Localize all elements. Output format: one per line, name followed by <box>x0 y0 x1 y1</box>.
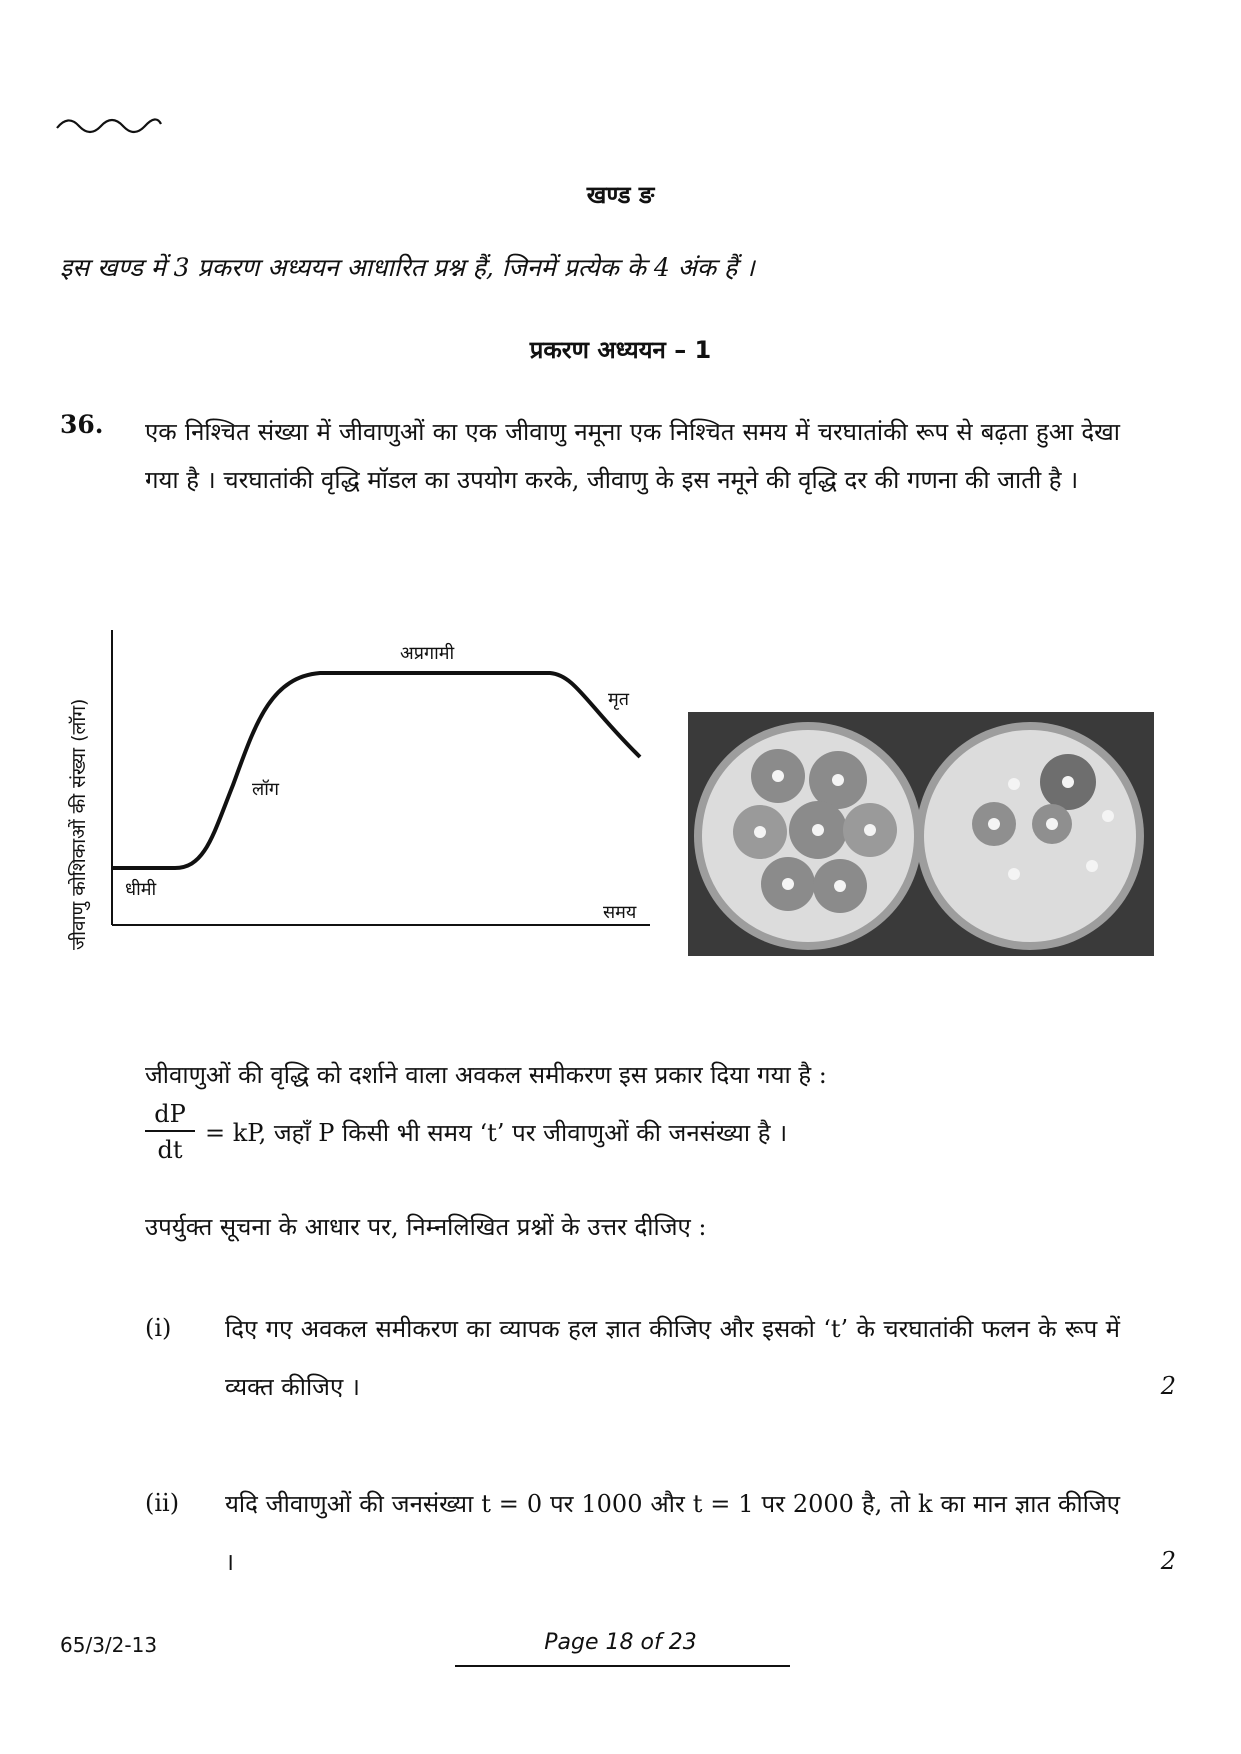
subpart-text: यदि जीवाणुओं की जनसंख्या t = 0 पर 1000 और t = 1 पर 2000 है, तो k का मान ज्ञात कीजिए । <box>225 1490 1120 1576</box>
section-intro: इस खण्ड में 3 प्रकरण अध्ययन आधारित प्रश्न हैं, जिनमें प्रत्येक के 4 अंक हैं । <box>60 253 755 282</box>
wavy-line-mark <box>55 110 165 140</box>
equation-text: = kP, जहाँ P किसी भी समय ‘t’ पर जीवाणुओं की जनसंख्या है । <box>205 1119 788 1147</box>
section-title: खण्ड ङ <box>586 181 655 209</box>
petri-dish-right <box>916 722 1144 950</box>
footer-divider <box>455 1665 790 1667</box>
derivative-fraction <box>145 1100 195 1164</box>
instruction-text: उपर्युक्त सूचना के आधार पर, निम्नलिखित प्रश्नों के उत्तर दीजिए : <box>145 1213 707 1241</box>
fraction-numerator: dP <box>145 1100 195 1132</box>
fraction-denominator: dt <box>157 1136 183 1164</box>
subpart-text: दिए गए अवकल समीकरण का व्यापक हल ज्ञात कीजिए और इसको ‘t’ के चरघातांकी फलन के रूप में व्यक्त कीजिए । <box>225 1315 1120 1401</box>
phase-label-lag: धीमी <box>125 879 157 900</box>
subpart-label: (ii) <box>145 1489 180 1517</box>
x-axis-label: समय <box>603 902 637 923</box>
subpart-marks: 2 <box>1160 1547 1176 1575</box>
growth-curve-line <box>112 673 640 868</box>
phase-label-death: मृत <box>608 689 630 710</box>
subpart-label: (i) <box>145 1314 172 1342</box>
bacterial-growth-curve <box>55 605 665 965</box>
paper-code: 65/3/2-13 <box>60 1633 158 1657</box>
equation-intro: जीवाणुओं की वृद्धि को दर्शाने वाला अवकल समीकरण इस प्रकार दिया गया है : <box>145 1061 827 1089</box>
petri-dish-left <box>694 722 922 950</box>
phase-label-log: लॉग <box>252 779 279 800</box>
case-study-title: प्रकरण अध्ययन – 1 <box>529 336 712 364</box>
petri-dish-photo <box>688 712 1154 956</box>
question-text: एक निश्चित संख्या में जीवाणुओं का एक जीवाणु नमूना एक निश्चित समय में चरघातांकी रूप से बढ़ता हुआ देखा गया है । चरघातांकी वृद्धि मॉडल का उपयोग करके, जीवाणु के इस नमूने की वृद्धि दर की गणना की जाती है । <box>145 418 1120 494</box>
phase-label-stationary: अप्रगामी <box>400 643 455 664</box>
page-number: Page 18 of 23 <box>544 1630 697 1655</box>
question-number: 36. <box>60 410 104 439</box>
subpart-marks: 2 <box>1160 1372 1176 1400</box>
y-axis-label: जीवाणु कोशिकाओं की संख्या (लॉग) <box>68 698 90 950</box>
